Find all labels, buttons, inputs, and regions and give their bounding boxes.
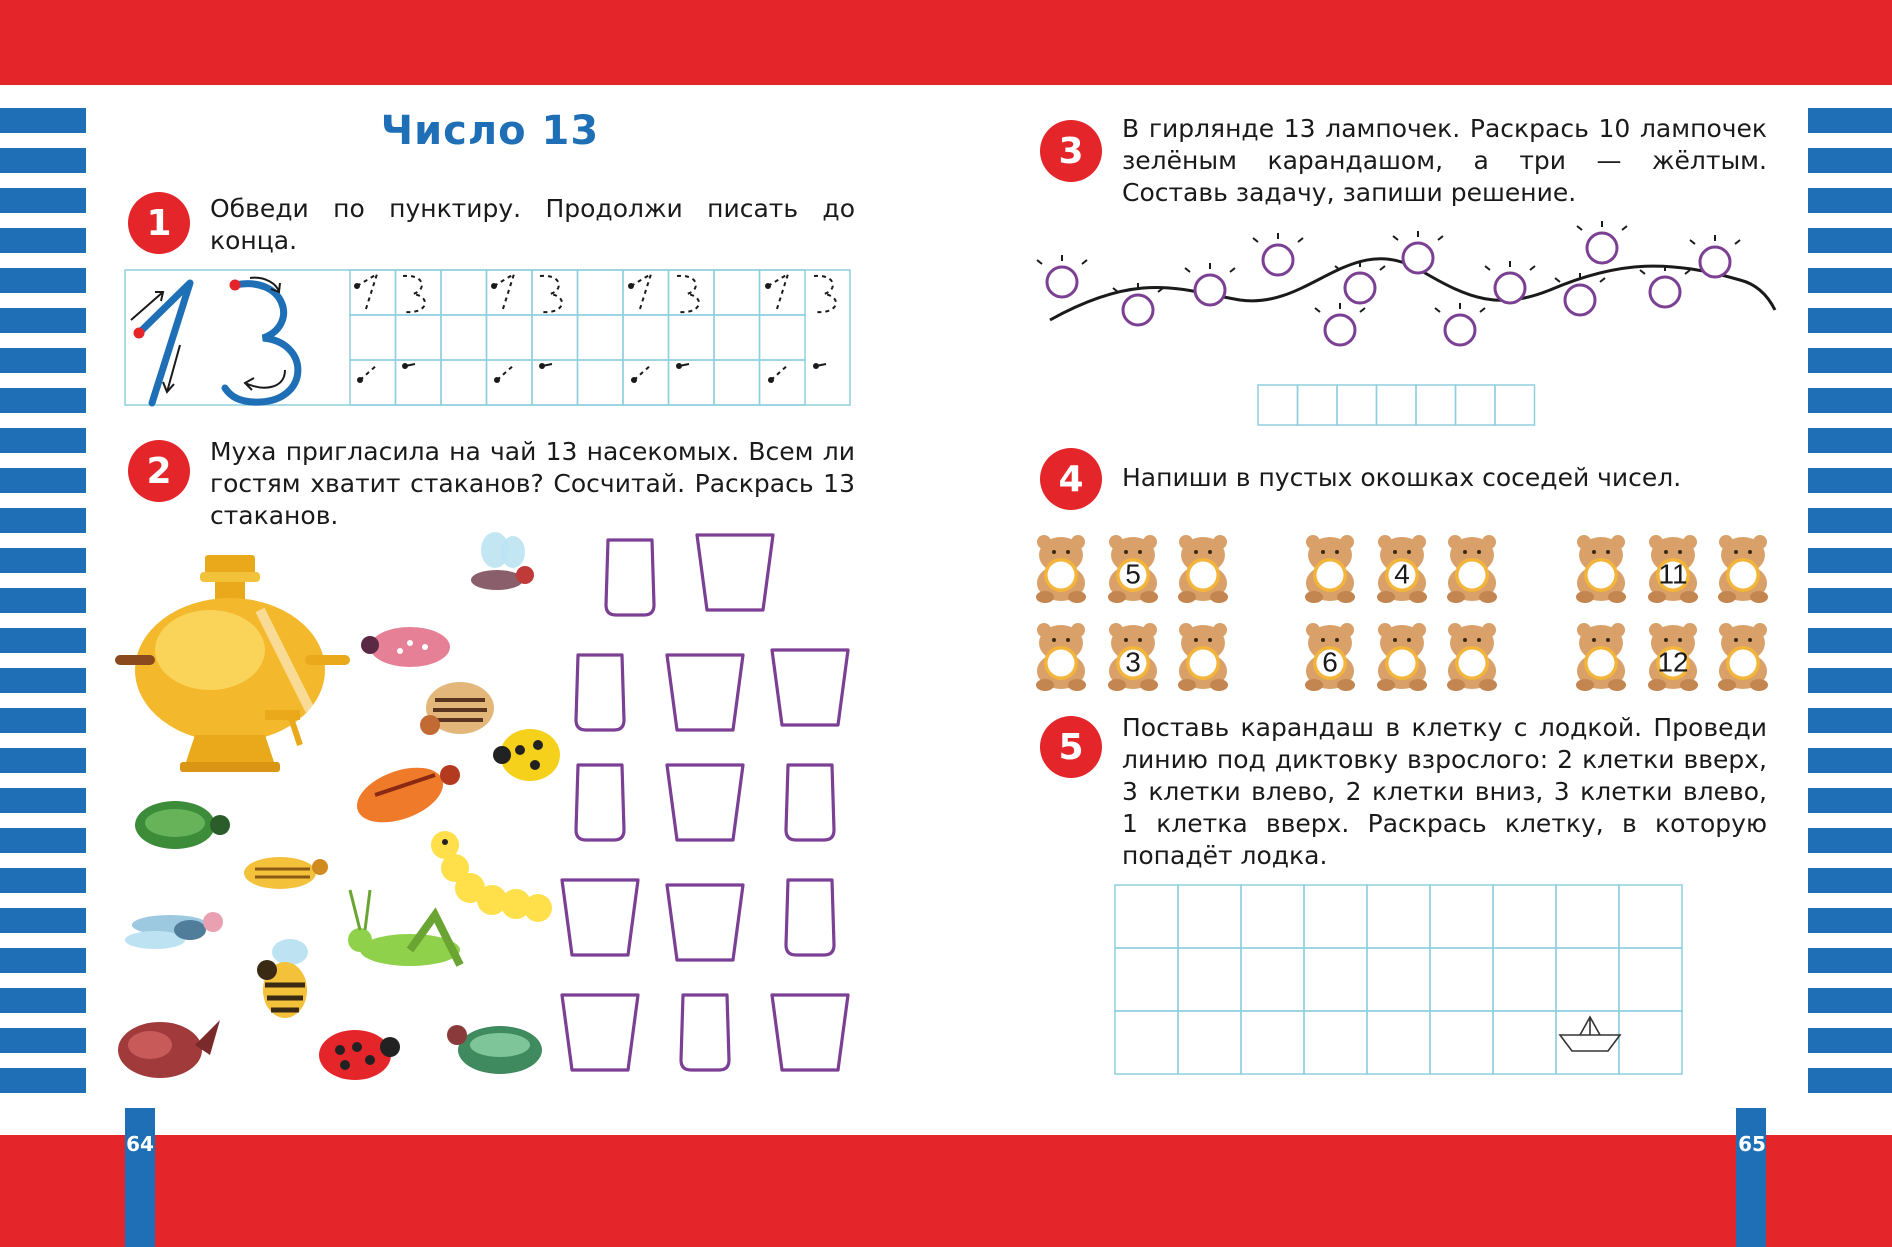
task-2-badge: 2 xyxy=(128,440,190,502)
caterpillar-icon xyxy=(431,831,552,922)
cup[interactable] xyxy=(667,655,743,730)
tracing-cell[interactable] xyxy=(578,315,624,360)
bear-number: 12 xyxy=(1657,646,1689,678)
boat-grid-cell[interactable] xyxy=(1430,885,1493,948)
bulb-icon[interactable] xyxy=(1253,233,1303,275)
bear-icon[interactable] xyxy=(1108,623,1158,691)
tracing-cell[interactable] xyxy=(714,360,760,405)
bear-icon[interactable] xyxy=(1648,623,1698,691)
top-red-band xyxy=(0,0,1892,85)
bear-number: 4 xyxy=(1394,558,1410,590)
bulb-icon[interactable] xyxy=(1577,221,1627,263)
grasshopper-icon xyxy=(348,890,460,966)
dotted-13-icon[interactable] xyxy=(354,274,425,383)
bear-icon[interactable] xyxy=(1305,535,1355,603)
beetle-icon xyxy=(420,682,494,735)
answer-box[interactable] xyxy=(1258,385,1298,425)
bear-icon[interactable] xyxy=(1377,623,1427,691)
boat-grid[interactable] xyxy=(1115,885,1690,1075)
dotted-13-icon[interactable] xyxy=(491,274,562,383)
boat-grid-cell[interactable] xyxy=(1115,948,1178,1011)
bear-icon[interactable] xyxy=(1178,535,1228,603)
boat-grid-cell[interactable] xyxy=(1241,948,1304,1011)
boat-grid-cell[interactable] xyxy=(1619,1011,1682,1074)
tracing-cell[interactable] xyxy=(760,315,806,360)
answer-box[interactable] xyxy=(1377,385,1417,425)
answer-box[interactable] xyxy=(1298,385,1338,425)
task-4-badge: 4 xyxy=(1040,448,1102,510)
left-page-number-bar xyxy=(125,1108,155,1247)
ladybug-icon xyxy=(319,1030,400,1080)
dotted-13-icon[interactable] xyxy=(765,274,836,383)
cups-grid[interactable] xyxy=(560,525,860,1085)
bottom-red-band xyxy=(0,1135,1892,1247)
boat-grid-cell[interactable] xyxy=(1556,948,1619,1011)
sample-13-icon xyxy=(131,278,298,403)
task-3-badge: 3 xyxy=(1040,120,1102,182)
bulb-icon[interactable] xyxy=(1315,303,1365,345)
tracing-cell[interactable] xyxy=(487,360,533,405)
tracing-cell[interactable] xyxy=(396,270,442,315)
tracing-cell[interactable] xyxy=(669,360,715,405)
beetle-icon xyxy=(361,627,450,667)
task-5-badge: 5 xyxy=(1040,716,1102,778)
bear-number: 6 xyxy=(1322,646,1338,678)
bear-icon[interactable] xyxy=(1576,535,1626,603)
tracing-cell[interactable] xyxy=(532,315,578,360)
bulb-icon[interactable] xyxy=(1393,231,1443,273)
boat-grid-cell[interactable] xyxy=(1619,948,1682,1011)
cup[interactable] xyxy=(667,885,743,960)
task-2-text: Муха пригласила на чай 13 насекомых. Всем ли гостям хватит стаканов? Сосчитай. Раскрась 13 стаканов. xyxy=(210,437,855,530)
cup[interactable] xyxy=(772,995,848,1070)
boat-grid-cell[interactable] xyxy=(1493,1011,1556,1074)
boat-grid-cell[interactable] xyxy=(1367,1011,1430,1074)
tracing-cell[interactable] xyxy=(396,315,442,360)
answer-box[interactable] xyxy=(1456,385,1496,425)
tracing-cell[interactable] xyxy=(760,360,806,405)
beetle-icon xyxy=(350,757,460,833)
right-page-number-bar xyxy=(1736,1108,1766,1247)
tracing-grid[interactable] xyxy=(125,270,855,410)
boat-grid-cell[interactable] xyxy=(1178,1011,1241,1074)
answer-box[interactable] xyxy=(1337,385,1377,425)
bear-icon[interactable] xyxy=(1377,535,1427,603)
beetle-icon xyxy=(447,1025,542,1074)
tracing-cell[interactable] xyxy=(578,270,624,315)
beetle-icon xyxy=(244,857,328,889)
boat-grid-cell[interactable] xyxy=(1493,948,1556,1011)
bee-icon xyxy=(257,939,308,1018)
tracing-cell[interactable] xyxy=(532,360,578,405)
boat-grid-cell[interactable] xyxy=(1430,1011,1493,1074)
boat-grid-cell[interactable] xyxy=(1304,885,1367,948)
bears-area[interactable] xyxy=(1035,527,1775,687)
bear-icon[interactable] xyxy=(1305,623,1355,691)
boat-grid-cell[interactable] xyxy=(1304,948,1367,1011)
bulb-icon[interactable] xyxy=(1037,255,1087,297)
insects-group xyxy=(115,525,575,1085)
boat-grid-cell[interactable] xyxy=(1178,885,1241,948)
bear-number: 11 xyxy=(1658,558,1688,590)
boat-grid-cell[interactable] xyxy=(1115,1011,1178,1074)
tracing-cell[interactable] xyxy=(623,315,669,360)
tracing-cell[interactable] xyxy=(669,315,715,360)
tracing-cell[interactable] xyxy=(350,315,396,360)
page-title: Число 13 xyxy=(380,108,600,154)
cup[interactable] xyxy=(786,765,834,840)
tracing-cell[interactable] xyxy=(441,270,487,315)
bear-number: 3 xyxy=(1125,646,1141,678)
cup[interactable] xyxy=(606,540,654,615)
boat-grid-cell[interactable] xyxy=(1619,885,1682,948)
right-stripes xyxy=(1808,108,1892,1108)
cup[interactable] xyxy=(681,995,729,1070)
bear-icon[interactable] xyxy=(1036,535,1086,603)
task-5-text: Поставь карандаш в клетку с лодкой. Проведи линию под диктовку взрослого: 2 клетки вверх, 3 клетки влево, 2 клетки вниз, 3 клетки влево, 1 клетка вверх. Раскрась клетку, в которую попадёт лодка. xyxy=(1122,713,1767,870)
cup[interactable] xyxy=(562,995,638,1070)
left-stripes xyxy=(0,108,86,1108)
bear-icon[interactable] xyxy=(1648,535,1698,603)
tracing-cell[interactable] xyxy=(441,360,487,405)
garland[interactable] xyxy=(1020,210,1780,370)
bulb-icon[interactable] xyxy=(1640,265,1690,307)
bear-number: 5 xyxy=(1125,558,1141,590)
tracing-cell[interactable] xyxy=(532,270,578,315)
cup[interactable] xyxy=(576,765,624,840)
task-1-text: Обведи по пунктиру. Продолжи писать до конца. xyxy=(210,194,855,255)
beetle-icon xyxy=(135,801,230,849)
dragonfly-icon xyxy=(125,912,223,949)
bear-icon[interactable] xyxy=(1718,535,1768,603)
cup[interactable] xyxy=(786,880,834,955)
bulb-icon[interactable] xyxy=(1435,303,1485,345)
rhino-beetle-icon xyxy=(118,1020,220,1078)
boat-grid-cell[interactable] xyxy=(1178,948,1241,1011)
dotted-13-icon[interactable] xyxy=(628,274,699,383)
bear-icon[interactable] xyxy=(1576,623,1626,691)
tracing-cell[interactable] xyxy=(487,315,533,360)
boat-grid-cell[interactable] xyxy=(1430,948,1493,1011)
bear-icon[interactable] xyxy=(1447,535,1497,603)
page-number-right: 65 xyxy=(1738,1132,1766,1156)
tracing-cell[interactable] xyxy=(578,360,624,405)
bear-icon[interactable] xyxy=(1108,535,1158,603)
task-4-text: Напиши в пустых окошках соседей чисел. xyxy=(1122,463,1682,492)
tracing-cell[interactable] xyxy=(714,270,760,315)
tracing-cell[interactable] xyxy=(441,315,487,360)
cup[interactable] xyxy=(576,655,624,730)
bear-icon[interactable] xyxy=(1447,623,1497,691)
boat-grid-cell[interactable] xyxy=(1367,885,1430,948)
boat-grid-cell[interactable] xyxy=(1304,1011,1367,1074)
cup[interactable] xyxy=(667,765,743,840)
tracing-cell[interactable] xyxy=(350,360,396,405)
answer-box[interactable] xyxy=(1416,385,1456,425)
paper-boat-icon xyxy=(1560,1017,1620,1051)
cup[interactable] xyxy=(697,535,773,610)
boat-grid-cell[interactable] xyxy=(1115,885,1178,948)
fly-icon xyxy=(471,532,534,590)
page-number-left: 64 xyxy=(126,1132,154,1156)
boat-grid-cell[interactable] xyxy=(1241,1011,1304,1074)
bear-icon[interactable] xyxy=(1718,623,1768,691)
task-3-text: В гирлянде 13 лампочек. Раскрась 10 лампочек зелёным карандашом, а три — жёлтым. Составь задачу, запиши решение. xyxy=(1122,114,1767,207)
answer-box[interactable] xyxy=(1495,385,1535,425)
boat-grid-cell[interactable] xyxy=(1367,948,1430,1011)
boat-grid-cell[interactable] xyxy=(1556,885,1619,948)
cup[interactable] xyxy=(772,650,848,725)
ladybug-icon xyxy=(493,729,560,781)
bear-icon[interactable] xyxy=(1178,623,1228,691)
bear-icon[interactable] xyxy=(1036,623,1086,691)
boat-grid-cell[interactable] xyxy=(1493,885,1556,948)
boat-grid-cell[interactable] xyxy=(1241,885,1304,948)
tracing-cell[interactable] xyxy=(714,315,760,360)
tracing-cell[interactable] xyxy=(623,360,669,405)
answer-boxes[interactable] xyxy=(1258,385,1538,427)
task-1-badge: 1 xyxy=(128,192,190,254)
cup[interactable] xyxy=(562,880,638,955)
